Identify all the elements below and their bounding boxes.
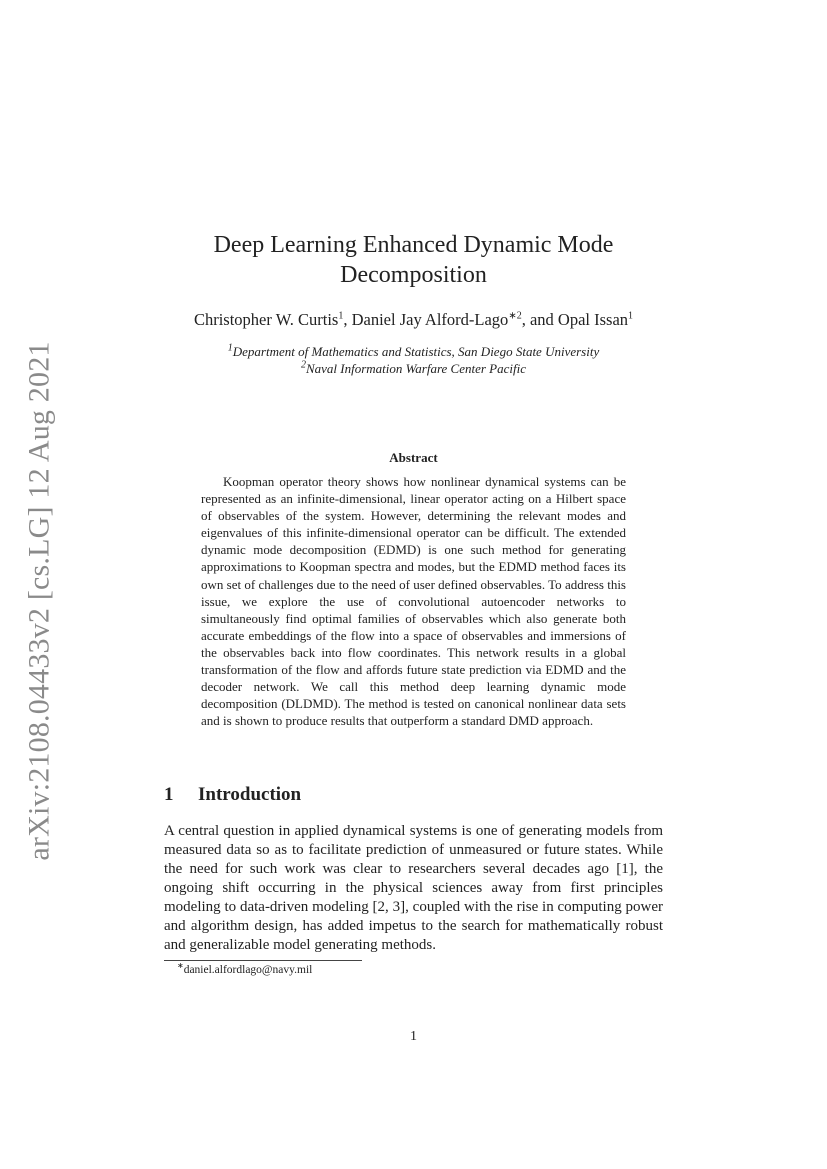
- affiliation-1: [164, 343, 663, 360]
- paper-title: [164, 230, 663, 290]
- section-number: 1: [164, 784, 174, 805]
- affiliation-2: [164, 360, 663, 377]
- abstract-text: Koopman operator theory shows how nonlinear dynamical systems can be represented as an infinite-dimensional, linear operator acting on a Hilbert space of observables of the system. However, determining the relevant modes and eigenvalues of this infinite-dimensional operator can be difficult. The extended dynamic mode decomposition (EDMD) is one such method for generating approximations to Koopman spectra and modes, but the EDMD method faces its own set of challenges due to the need of user defined observables. To address this issue, we explore the use of convolutional autoencoder networks to simultaneously find optimal families of observables which also generate both accurate embeddings of the flow into a space of observables and immersions of the observables back into flow coordinates. This network results in a global transformation of the flow and affords future state prediction via EDMD and the decoder network. We call this method deep learning dynamic mode decomposition (DLDMD). The method is tested on canonical nonlinear data sets and is shown to produce results that outperform a standard DMD approach.: [201, 474, 626, 729]
- abstract-heading: Abstract: [389, 450, 438, 465]
- author-list: [164, 310, 663, 330]
- title-line-2: Decomposition: [340, 262, 487, 288]
- affiliation-text: Naval Information Warfare Center Pacific: [305, 361, 527, 376]
- footnote-email[interactable]: daniel.alfordlago@navy.mil: [183, 964, 313, 976]
- affiliation-text: Department of Mathematics and Statistics, San Diego State University: [232, 344, 600, 359]
- arxiv-stamp-text: arXiv:2108.04433v2 [cs.LG] 12 Aug 2021: [23, 341, 56, 861]
- affiliation-mark: 1: [227, 342, 233, 354]
- arxiv-stamp: [20, 341, 60, 861]
- author-mark: 1: [628, 310, 634, 322]
- intro-paragraph: A central question in applied dynamical systems is one of generating models from measured data so as to facilitate prediction of unmeasured or future states. While the need for such work was clear to researchers several decades ago [1], the ongoing shift occurring in the physical sciences away from first principles modeling to data-driven modeling [2, 3], coupled with the rise in computing power and algorithm design, has added impetus to the search for mathematically robust and generalizable model generating methods.: [164, 823, 663, 953]
- author-name: Daniel Jay Alford-Lago: [351, 310, 509, 329]
- footnote: [177, 961, 577, 976]
- footnote-rule: [164, 960, 362, 961]
- author-name: Christopher W. Curtis: [193, 310, 339, 329]
- author-separator: ,: [343, 310, 352, 329]
- section-heading: [164, 784, 663, 806]
- footnote-mark: ∗: [177, 961, 184, 971]
- page-number: 1: [410, 1029, 417, 1044]
- affiliations: [164, 343, 663, 377]
- author-name: Opal Issan: [557, 310, 629, 329]
- author-mark: ∗2: [508, 310, 522, 322]
- author-mark: 1: [338, 310, 344, 322]
- affiliation-mark: 2: [300, 359, 306, 371]
- title-line-1: Deep Learning Enhanced Dynamic Mode: [213, 232, 614, 258]
- author-separator: , and: [521, 310, 558, 329]
- section-title: Introduction: [198, 784, 302, 805]
